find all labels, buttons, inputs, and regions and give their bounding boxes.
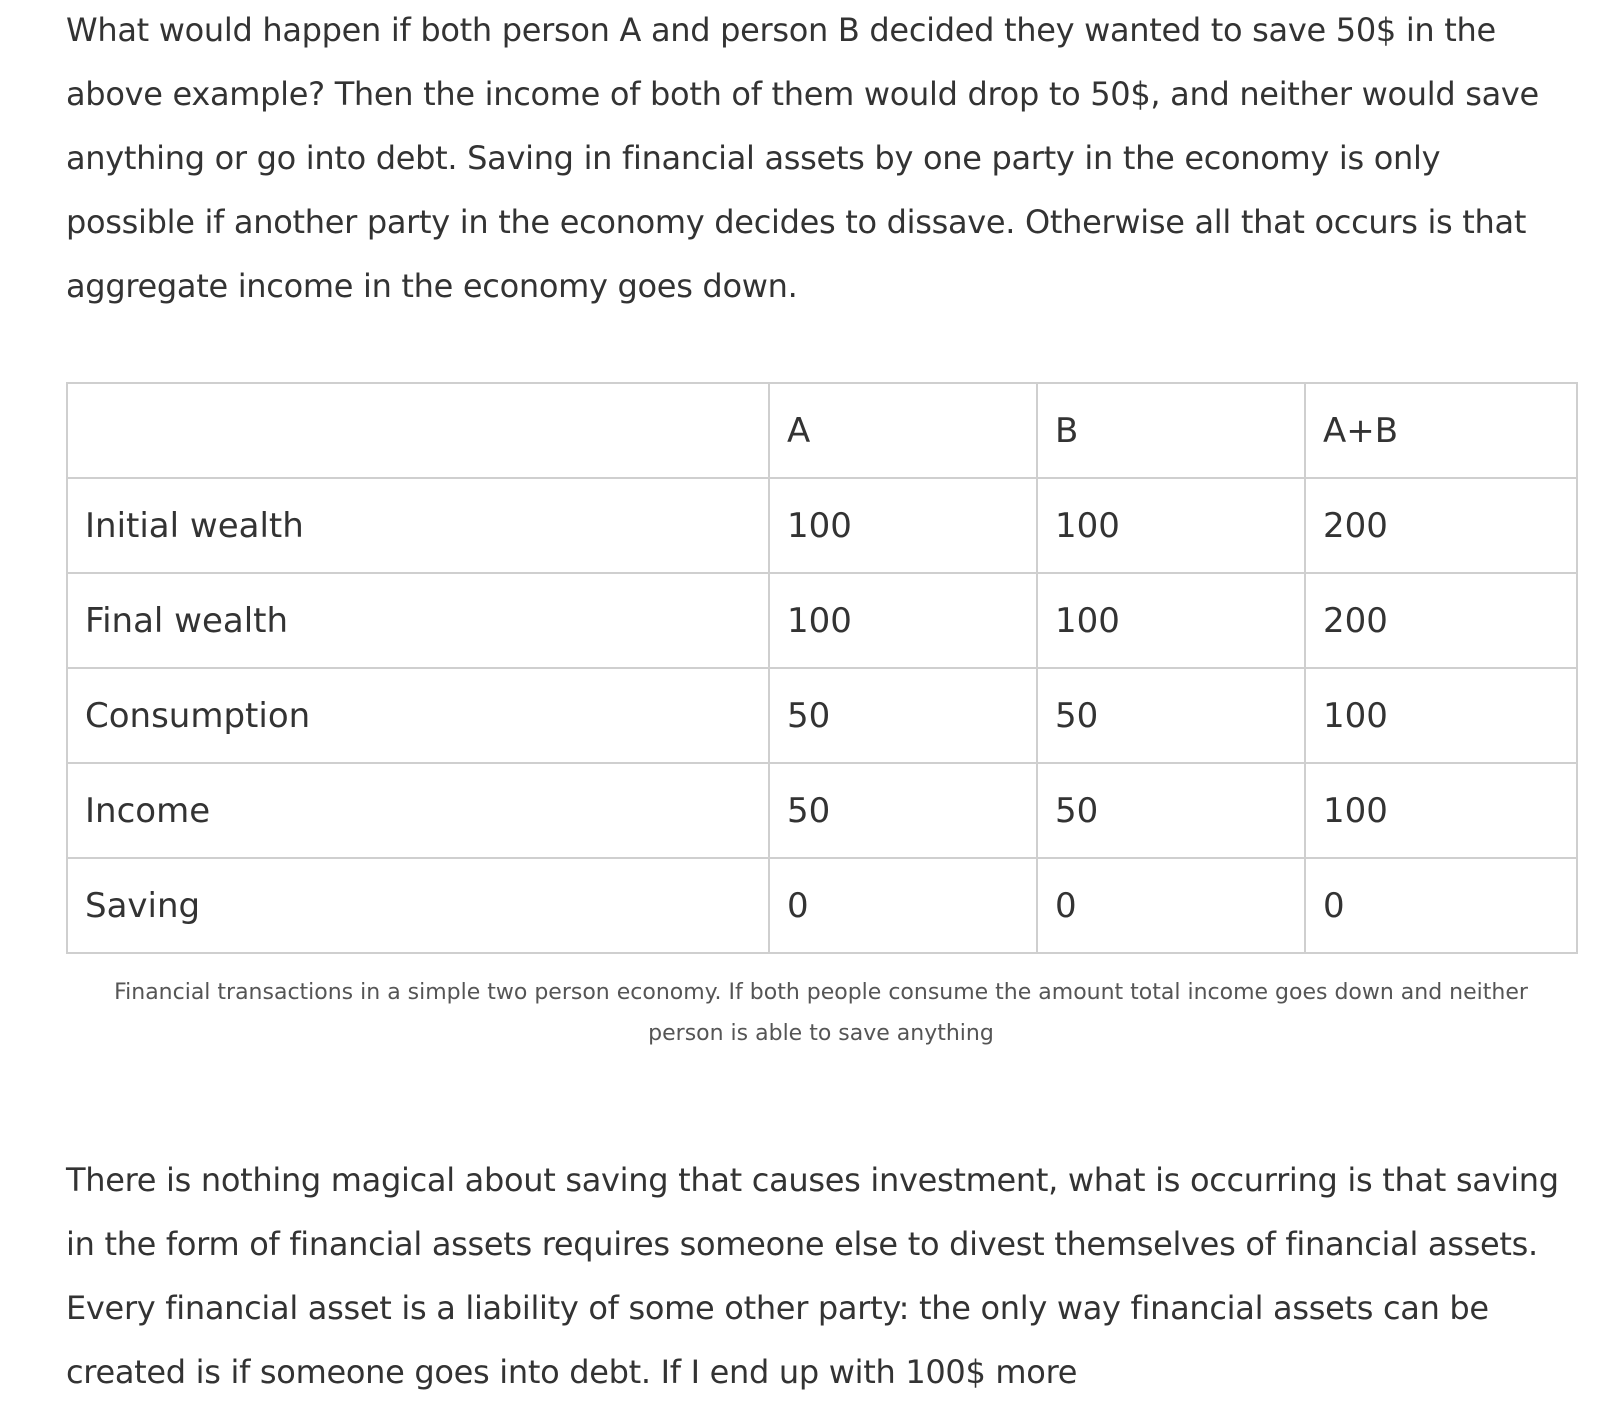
table-row xyxy=(67,763,1577,858)
row-label: Saving xyxy=(67,858,769,953)
cell-b: 100 xyxy=(1037,573,1305,668)
paragraph-intro: What would happen if both person A and person B decided they wanted to save 50$ in the above example? Then the income of both of them would drop to 50$, and neither would save anything or go into debt. Saving in financial assets by one party in the economy is only possible if another party in the economy decides to dissave. Otherwise all that occurs is that aggregate income in the economy goes down. xyxy=(66,11,1539,305)
cell-a: 100 xyxy=(769,573,1037,668)
table-row xyxy=(67,858,1577,953)
row-label: Final wealth xyxy=(67,573,769,668)
cell-a-plus-b: 200 xyxy=(1305,478,1577,573)
paragraph-followup: There is nothing magical about saving that causes investment, what is occurring is that saving in the form of financial assets requires someone else to divest themselves of financial assets. Every financial asset is a liability of some other party: the only way financial assets can be created is if someone goes into debt. If I end up with 100$ more xyxy=(66,1161,1559,1391)
cell-b: 50 xyxy=(1037,763,1305,858)
article-content xyxy=(66,0,1576,1404)
table-row xyxy=(67,668,1577,763)
cell-b: 0 xyxy=(1037,858,1305,953)
cell-b: 50 xyxy=(1037,668,1305,763)
table-row xyxy=(67,573,1577,668)
table-header-row xyxy=(67,383,1577,478)
table-figure xyxy=(66,382,1576,1054)
row-label: Consumption xyxy=(67,668,769,763)
financial-transactions-table xyxy=(66,382,1578,954)
header-cell-a-plus-b: A+B xyxy=(1305,383,1577,478)
cell-a-plus-b: 200 xyxy=(1305,573,1577,668)
cell-a-plus-b: 0 xyxy=(1305,858,1577,953)
header-cell-empty xyxy=(67,383,769,478)
row-label: Income xyxy=(67,763,769,858)
cell-a: 0 xyxy=(769,858,1037,953)
header-cell-a: A xyxy=(769,383,1037,478)
cell-b: 100 xyxy=(1037,478,1305,573)
cell-a-plus-b: 100 xyxy=(1305,668,1577,763)
table-row xyxy=(67,478,1577,573)
row-label: Initial wealth xyxy=(67,478,769,573)
cell-a: 100 xyxy=(769,478,1037,573)
table-caption: Financial transactions in a simple two person economy. If both people consume the amount total income goes down and neither person is able to save anything xyxy=(114,980,1528,1046)
cell-a: 50 xyxy=(769,668,1037,763)
cell-a-plus-b: 100 xyxy=(1305,763,1577,858)
cell-a: 50 xyxy=(769,763,1037,858)
header-cell-b: B xyxy=(1037,383,1305,478)
